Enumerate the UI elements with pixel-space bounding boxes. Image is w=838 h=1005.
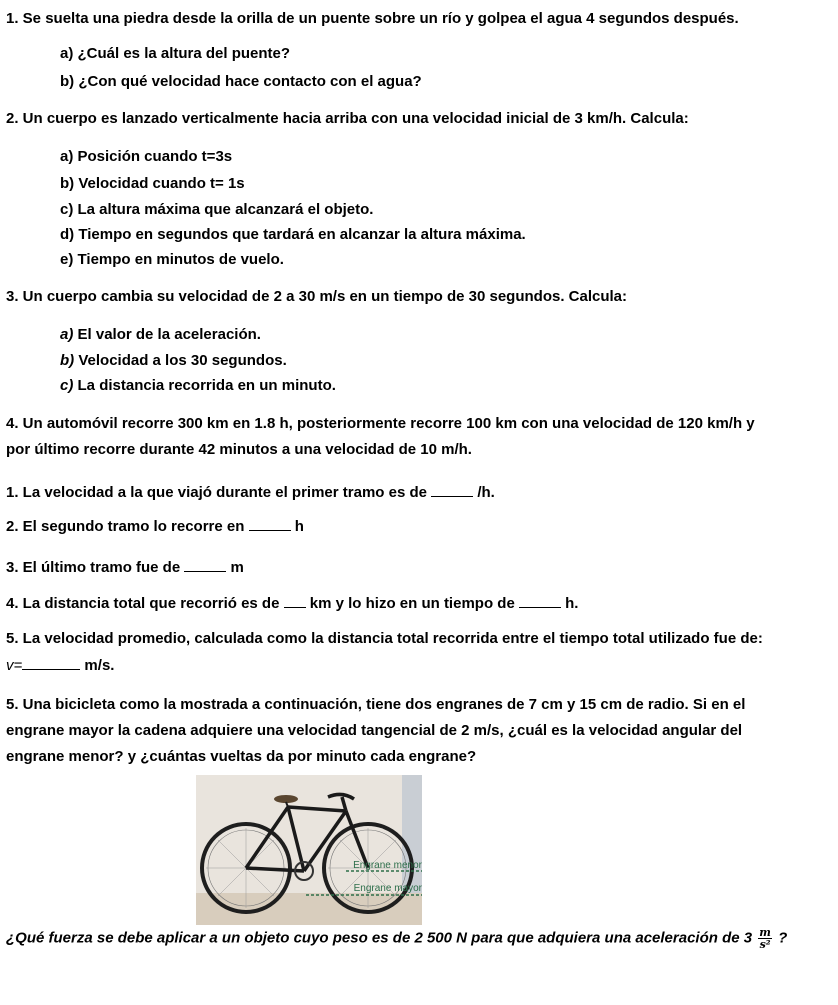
problem-4-q1: [6, 482, 495, 502]
q3-unit: m: [226, 559, 244, 576]
problem-1-b: b) ¿Con qué velocidad hace contacto con el agua?: [60, 73, 422, 90]
problem-3-a-label: a): [60, 326, 74, 343]
problem-1-title: 1. Se suelta una piedra desde la orilla de un puente sobre un río y golpea el agua 4 segundos después.: [6, 10, 739, 27]
acceleration-fraction: [758, 927, 772, 950]
engrane-mayor-label: Engrane mayor: [353, 883, 422, 894]
problem-1-a: a) ¿Cuál es la altura del puente?: [60, 45, 291, 62]
problem-3-a-text: El valor de la aceleración.: [77, 326, 261, 343]
q4-text: 4. La distancia total que recorrió es de: [6, 595, 284, 612]
problem-4-q5-answer: [6, 655, 114, 675]
problem-3-b: [60, 352, 287, 370]
q4-mid-text: km y lo hizo en un tiempo de: [305, 595, 519, 612]
fraction-numerator: m: [759, 926, 771, 939]
problem-3-a: [60, 326, 261, 344]
fraction-denominator: s²: [759, 938, 771, 951]
problem-4-q2: [6, 516, 304, 536]
problem-3-c-label: c): [60, 377, 74, 394]
engrane-menor-label: Engrane menor: [353, 860, 422, 871]
problem-5-line2: engrane mayor la cadena adquiere una velocidad tangencial de 2 m/s, ¿cuál es la velocidad angular del: [6, 722, 743, 739]
problem-4-title-line2: por último recorre durante 42 minutos a una velocidad de 10 m/h.: [6, 441, 472, 458]
problem-4-title-line1: 4. Un automóvil recorre 300 km en 1.8 h, posteriormente recorre 100 km con una velocidad de 120 km/h y: [6, 415, 755, 432]
q5-v-label: v=: [6, 657, 23, 674]
problem-3-c: [60, 377, 336, 395]
problem-5-line1: 5. Una bicicleta como la mostrada a continuación, tiene dos engranes de 7 cm y 15 cm de radio. Si en el: [6, 696, 746, 713]
problem-2-c: c) La altura máxima que alcanzará el objeto.: [60, 201, 374, 218]
problem-2-a: a) Posición cuando t=3s: [60, 148, 233, 165]
bicycle-photo: [196, 775, 422, 925]
q5-blank[interactable]: [22, 655, 80, 670]
problem-3-c-text: La distancia recorrida en un minuto.: [77, 377, 336, 394]
final-question: [6, 927, 787, 950]
q5-unit: m/s.: [80, 657, 115, 674]
q4-blank-time[interactable]: [519, 593, 561, 608]
bicycle-illustration: [196, 775, 422, 925]
q2-text: 2. El segundo tramo lo recorre en: [6, 518, 249, 535]
problem-5-line3: engrane menor? y ¿cuántas vueltas da por minuto cada engrane?: [6, 748, 477, 765]
final-question-end: ?: [773, 929, 788, 947]
problem-2-title: 2. Un cuerpo es lanzado verticalmente hacia arriba con una velocidad inicial de 3 km/h. Calcula:: [6, 110, 689, 127]
problem-3-title: 3. Un cuerpo cambia su velocidad de 2 a 30 m/s en un tiempo de 30 segundos. Calcula:: [6, 288, 628, 305]
bicycle-seat: [274, 795, 298, 803]
q4-unit: h.: [560, 595, 579, 612]
q3-blank[interactable]: [184, 557, 226, 572]
q3-text: 3. El último tramo fue de: [6, 559, 185, 576]
problem-4-q5: 5. La velocidad promedio, calculada como la distancia total recorrida entre el tiempo total utilizado fue de:: [6, 630, 763, 647]
problem-2-d: d) Tiempo en segundos que tardará en alcanzar la altura máxima.: [60, 226, 526, 243]
q4-blank-distance[interactable]: [284, 593, 306, 608]
problem-2-e: e) Tiempo en minutos de vuelo.: [60, 251, 284, 268]
problem-2-b: b) Velocidad cuando t= 1s: [60, 175, 245, 192]
problem-4-q3: [6, 557, 244, 577]
q1-unit: /h.: [473, 484, 495, 501]
q2-blank[interactable]: [249, 516, 291, 531]
q1-text: 1. La velocidad a la que viajó durante el primer tramo es de: [6, 484, 432, 501]
final-question-text: ¿Qué fuerza se debe aplicar a un objeto cuyo peso es de 2 500 N para que adquiera una aceleración de 3: [6, 929, 753, 947]
q2-unit: h: [290, 518, 304, 535]
problem-3-b-text: Velocidad a los 30 segundos.: [78, 352, 287, 369]
q1-blank[interactable]: [431, 482, 473, 497]
problem-4-q4: [6, 593, 578, 613]
problem-3-b-label: b): [60, 352, 75, 369]
